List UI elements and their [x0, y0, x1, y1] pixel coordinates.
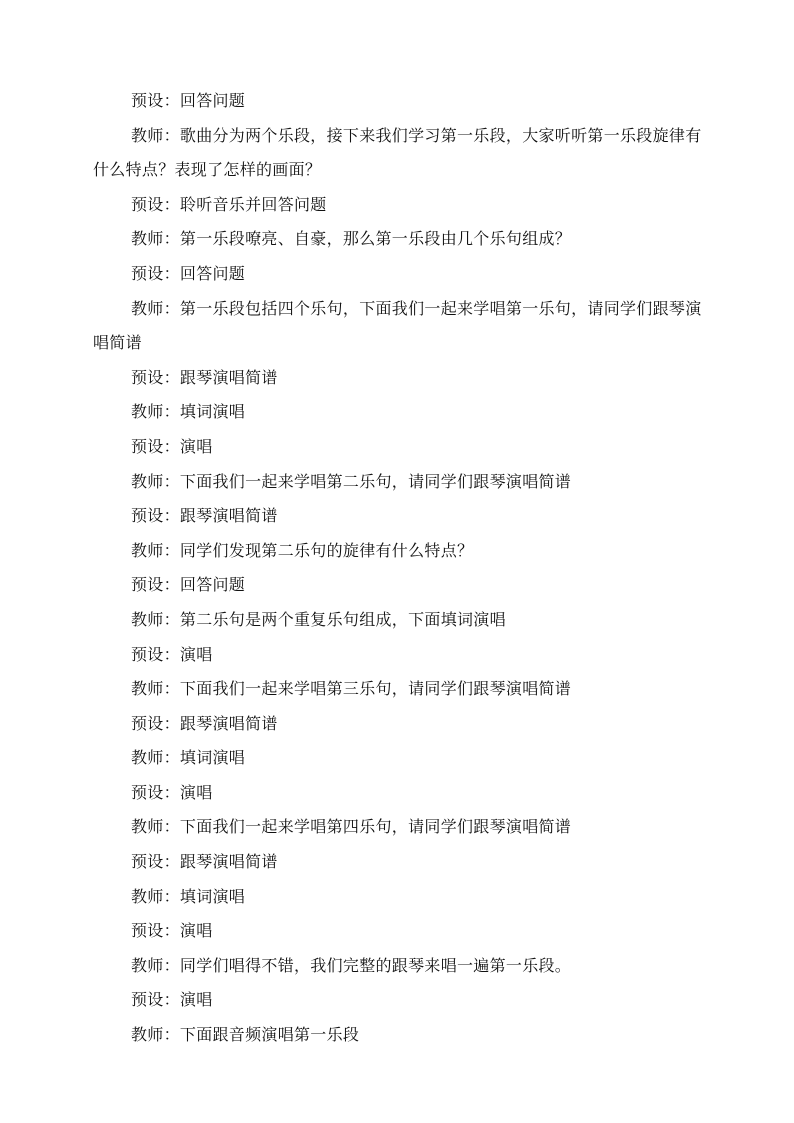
- paragraph-preset-sing-3: 预设：演唱: [131, 782, 213, 802]
- paragraph-teacher-2: 教师：第一乐段嘹亮、自豪，那么第一乐段由几个乐句组成？: [131, 229, 572, 249]
- paragraph-preset-sing-notation-2: 预设：跟琴演唱简谱: [131, 506, 278, 526]
- paragraph-preset-sing-2: 预设：演唱: [131, 644, 213, 664]
- paragraph-preset-sing-1: 预设：演唱: [131, 436, 213, 456]
- paragraph-preset-sing-4: 预设：演唱: [131, 921, 213, 941]
- paragraph-preset-sing-notation-4: 预设：跟琴演唱简谱: [131, 852, 278, 872]
- paragraph-teacher-13: 教师：下面跟音频演唱第一乐段: [131, 1025, 360, 1045]
- paragraph-teacher-4: 教师：填词演唱: [131, 402, 246, 422]
- paragraph-teacher-3: 教师：第一乐段包括四个乐句，下面我们一起来学唱第一乐句，请同学们跟琴演唱简谱: [93, 298, 702, 353]
- paragraph-preset-sing-5: 预设：演唱: [131, 990, 213, 1010]
- paragraph-teacher-10: 教师：下面我们一起来学唱第四乐句，请同学们跟琴演唱简谱: [131, 817, 572, 837]
- paragraph-preset-answer-3: 预设：回答问题: [131, 575, 246, 595]
- paragraph-preset-sing-notation-3: 预设：跟琴演唱简谱: [131, 713, 278, 733]
- paragraph-teacher-8: 教师：下面我们一起来学唱第三乐句，请同学们跟琴演唱简谱: [131, 679, 572, 699]
- paragraph-teacher-1: 教师：歌曲分为两个乐段，接下来我们学习第一乐段，大家听听第一乐段旋律有什么特点？表现了怎样的画面？: [93, 125, 702, 180]
- paragraph-teacher-11: 教师：填词演唱: [131, 886, 246, 906]
- paragraph-teacher-12: 教师：同学们唱得不错，我们完整的跟琴来唱一遍第一乐段。: [131, 955, 572, 975]
- paragraph-preset-answer-2: 预设：回答问题: [131, 263, 246, 283]
- paragraph-teacher-5: 教师：下面我们一起来学唱第二乐句，请同学们跟琴演唱简谱: [131, 471, 572, 491]
- paragraph-preset-listen: 预设：聆听音乐并回答问题: [131, 194, 327, 214]
- paragraph-teacher-9: 教师：填词演唱: [131, 748, 246, 768]
- paragraph-preset-answer-1: 预设：回答问题: [131, 91, 246, 110]
- paragraph-preset-sing-notation-1: 预设：跟琴演唱简谱: [131, 367, 278, 387]
- paragraph-teacher-6: 教师：同学们发现第二乐句的旋律有什么特点？: [131, 540, 474, 560]
- paragraph-teacher-7: 教师：第二乐句是两个重复乐句组成，下面填词演唱: [131, 609, 506, 629]
- document-body: [93, 84, 713, 1053]
